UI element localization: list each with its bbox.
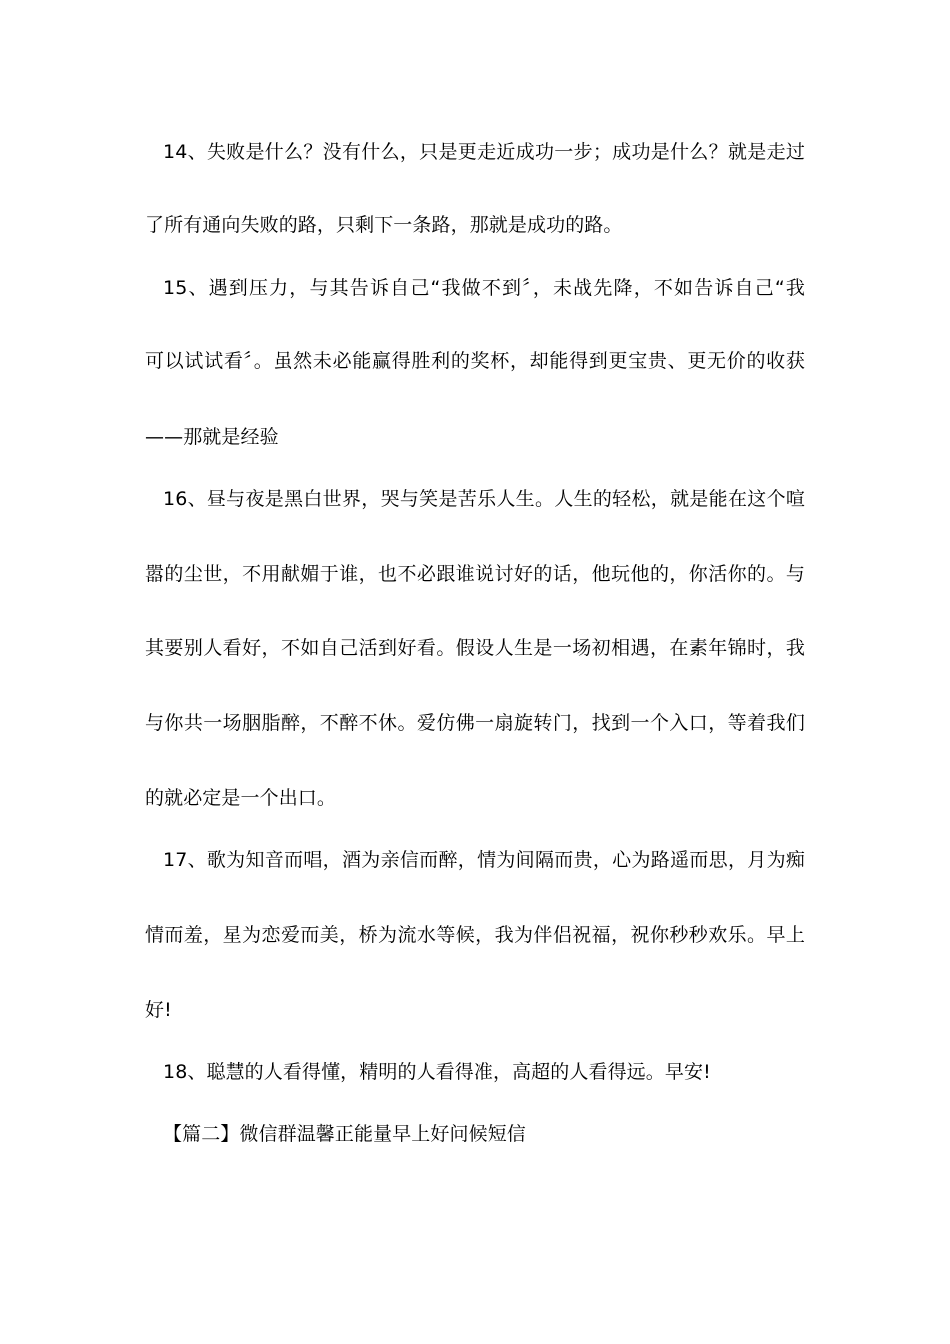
paragraph-16-line-5: 的就必定是一个出口。	[145, 787, 337, 809]
section-heading: 【篇二】微信群温馨正能量早上好问候短信	[163, 1123, 526, 1145]
paragraph-18-line-1: 18、聪慧的人看得懂，精明的人看得准，高超的人看得远。早安!	[163, 1061, 711, 1083]
paragraph-15-line-3: ——那就是经验	[145, 426, 279, 448]
paragraph-16-line-4: 与你共一场胭脂醉，不醉不休。爱仿佛一扇旋转门，找到一个入口，等着我们	[145, 712, 805, 734]
paragraph-17-line-2: 情而羞，星为恋爱而美，桥为流水等候，我为伴侣祝福，祝你秒秒欢乐。早上	[145, 924, 805, 946]
paragraph-16-line-2: 嚣的尘世，不用献媚于谁，也不必跟谁说讨好的话，他玩他的，你活你的。与	[145, 563, 805, 585]
paragraph-14-line-2: 了所有通向失败的路，只剩下一条路，那就是成功的路。	[145, 214, 623, 236]
paragraph-14-line-1: 14、失败是什么？没有什么，只是更走近成功一步；成功是什么？就是走过	[163, 141, 805, 163]
paragraph-17-line-1: 17、歌为知音而唱，酒为亲信而醉，情为间隔而贵，心为路遥而思，月为痴	[163, 849, 805, 871]
paragraph-16-line-1: 16、昼与夜是黑白世界，哭与笑是苦乐人生。人生的轻松，就是能在这个喧	[163, 488, 805, 510]
paragraph-15-line-2: 可以试试看〞。虽然未必能赢得胜利的奖杯，却能得到更宝贵、更无价的收获	[145, 350, 805, 372]
paragraph-17-line-3: 好!	[145, 999, 172, 1021]
paragraph-16-line-3: 其要别人看好，不如自己活到好看。假设人生是一场初相遇，在素年锦时，我	[145, 637, 805, 659]
paragraph-15-line-1: 15、遇到压力，与其告诉自己“我做不到〞，未战先降，不如告诉自己“我	[163, 277, 805, 299]
